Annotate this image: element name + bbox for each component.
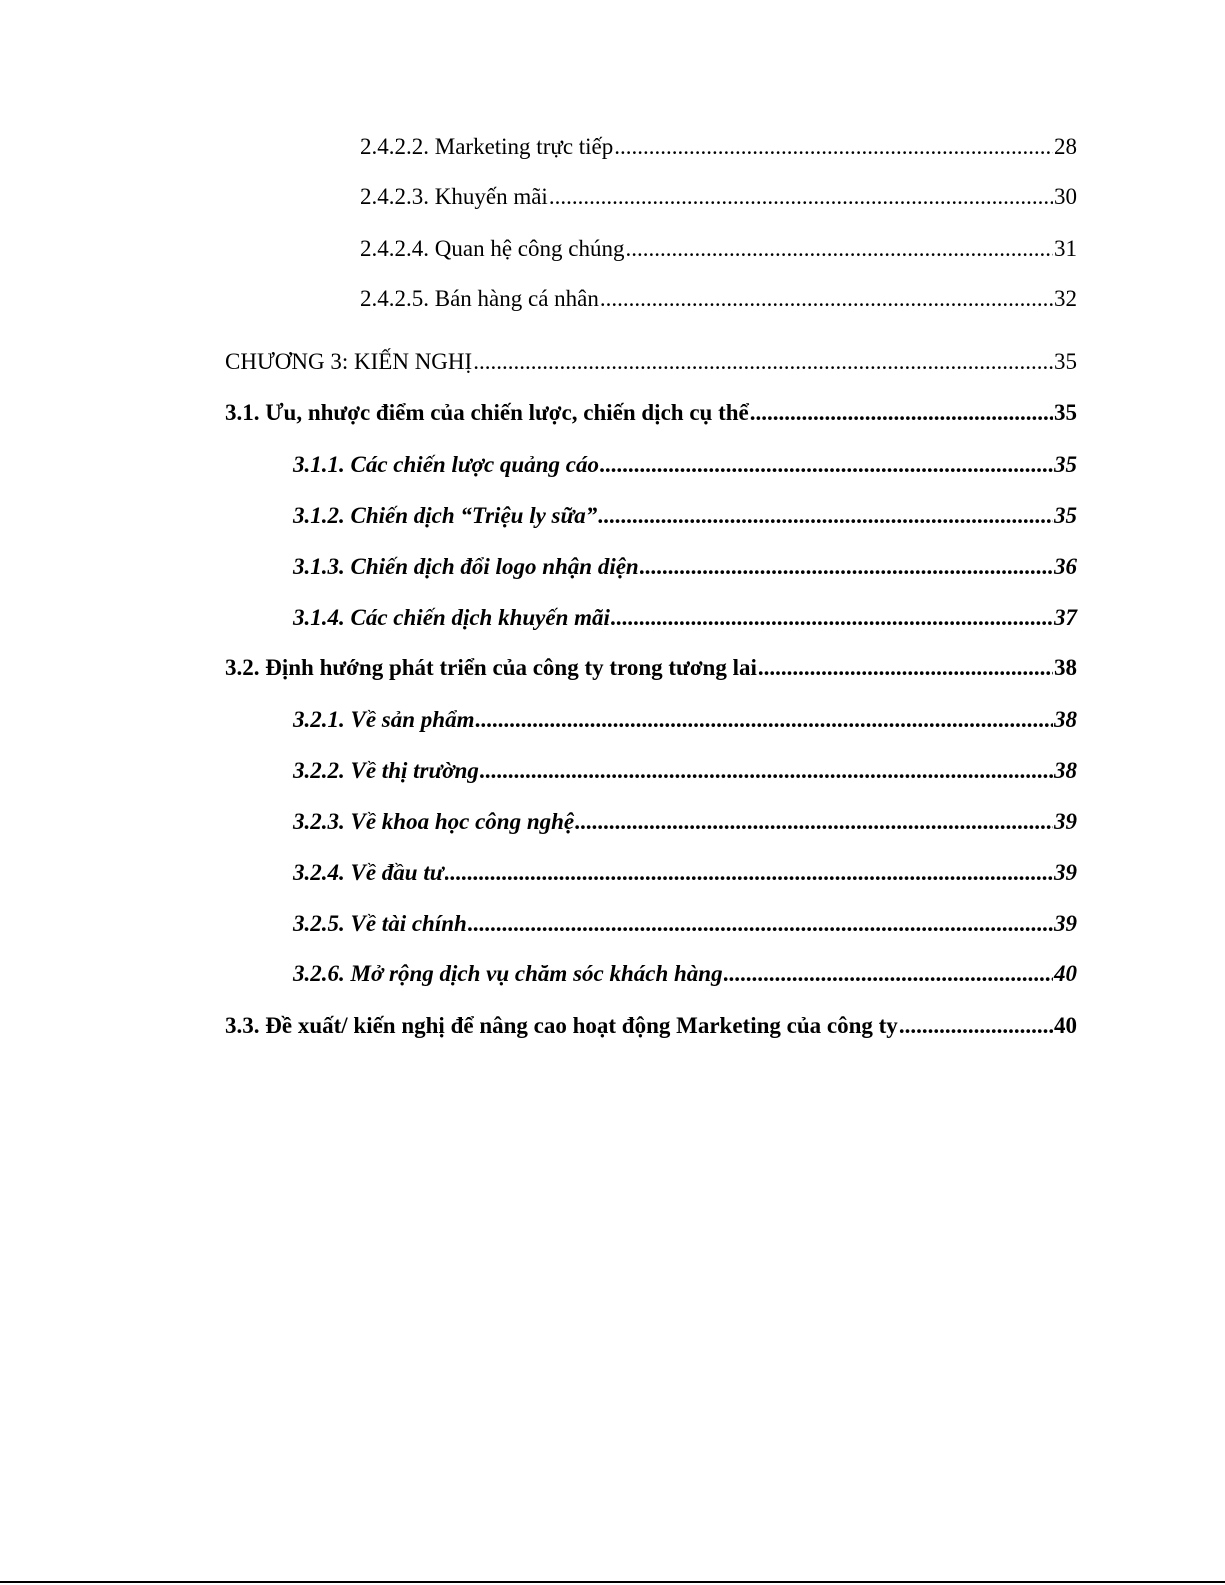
dot-leader (475, 704, 1053, 736)
toc-entry-text: 3.2.2. Về thị trường (293, 758, 479, 783)
dot-leader (600, 283, 1053, 315)
toc-section-entry[interactable] (225, 1010, 1077, 1042)
toc-entry-text: 3.1.3. Chiến dịch đổi logo nhận diện (293, 554, 639, 579)
dot-leader (611, 602, 1053, 634)
toc-page-number: 31 (1054, 236, 1077, 261)
toc-page-number: 40 (1054, 1013, 1077, 1038)
dot-leader (575, 806, 1053, 838)
toc-entry-text: 2.4.2.2. Marketing trực tiếp (360, 134, 614, 159)
dot-leader (750, 397, 1053, 429)
toc-entry-text: 3.1.1. Các chiến lược quảng cáo (293, 452, 599, 477)
toc-subsection-entry[interactable] (293, 449, 1077, 481)
toc-subsection-entry[interactable] (293, 704, 1077, 736)
toc-subsection-entry[interactable] (293, 908, 1077, 940)
toc-entry[interactable] (360, 283, 1077, 315)
dot-leader (598, 500, 1053, 532)
toc-page-number: 35 (1054, 503, 1077, 528)
dot-leader (640, 551, 1053, 583)
toc-entry[interactable] (360, 131, 1077, 163)
toc-entry-text: 3.3. Đề xuất/ kiến nghị để nâng cao hoạt động Marketing của công ty (225, 1013, 898, 1038)
dot-leader (614, 131, 1053, 163)
toc-entry-text: 3.2. Định hướng phát triển của công ty trong tương lai (225, 655, 757, 680)
toc-page-number: 30 (1054, 184, 1077, 209)
toc-entry-text: 3.2.4. Về đầu tư (293, 860, 444, 885)
toc-entry-text: 2.4.2.5. Bán hàng cá nhân (360, 286, 599, 311)
toc-page-number: 40 (1054, 961, 1077, 986)
dot-leader (899, 1010, 1053, 1042)
toc-entry-text: 3.2.1. Về sản phẩm (293, 707, 475, 732)
toc-section-entry[interactable] (225, 397, 1077, 429)
toc-subsection-entry[interactable] (293, 806, 1077, 838)
toc-page-number: 32 (1054, 286, 1077, 311)
toc-entry-text: 3.1. Ưu, nhược điểm của chiến lược, chiến dịch cụ thể (225, 400, 749, 425)
toc-entry-text: 3.2.5. Về tài chính (293, 911, 467, 936)
dot-leader (549, 181, 1053, 213)
toc-page-number: 35 (1054, 349, 1077, 374)
toc-entry-text: 3.2.6. Mở rộng dịch vụ chăm sóc khách hàng (293, 961, 723, 986)
toc-subsection-entry[interactable] (293, 857, 1077, 889)
toc-page-number: 39 (1054, 860, 1077, 885)
toc-entry-text: CHƯƠNG 3: KIẾN NGHỊ (225, 349, 473, 374)
toc-entry-text: 3.1.4. Các chiến dịch khuyến mãi (293, 605, 610, 630)
toc-page-number: 36 (1054, 554, 1077, 579)
toc-entry-text: 2.4.2.3. Khuyến mãi (360, 184, 548, 209)
toc-section-entry[interactable] (225, 652, 1077, 684)
toc-page-number: 35 (1054, 400, 1077, 425)
dot-leader (758, 652, 1053, 684)
toc-chapter-heading[interactable] (225, 346, 1077, 378)
toc-page-number: 38 (1054, 758, 1077, 783)
toc-page-number: 38 (1054, 707, 1077, 732)
toc-entry-text: 3.1.2. Chiến dịch “Triệu ly sữa” (293, 503, 598, 528)
dot-leader (480, 755, 1053, 787)
toc-subsection-entry[interactable] (293, 958, 1077, 990)
dot-leader (724, 958, 1053, 990)
toc-subsection-entry[interactable] (293, 755, 1077, 787)
toc-page-number: 38 (1054, 655, 1077, 680)
toc-page-number: 37 (1054, 605, 1077, 630)
toc-entry[interactable] (360, 181, 1077, 213)
toc-entry-text: 3.2.3. Về khoa học công nghệ (293, 809, 575, 834)
dot-leader (625, 233, 1053, 265)
dot-leader (468, 908, 1053, 940)
toc-subsection-entry[interactable] (293, 602, 1077, 634)
toc-page-number: 39 (1054, 911, 1077, 936)
toc-entry[interactable] (360, 233, 1077, 265)
toc-page-number: 35 (1054, 452, 1077, 477)
toc-page-number: 28 (1054, 134, 1077, 159)
dot-leader (600, 449, 1053, 481)
dot-leader (445, 857, 1053, 889)
page-bottom-rule (0, 1581, 1225, 1583)
toc-entry-text: 2.4.2.4. Quan hệ công chúng (360, 236, 625, 261)
toc-page-number: 39 (1054, 809, 1077, 834)
toc-subsection-entry[interactable] (293, 500, 1077, 532)
dot-leader (473, 346, 1053, 378)
toc-subsection-entry[interactable] (293, 551, 1077, 583)
